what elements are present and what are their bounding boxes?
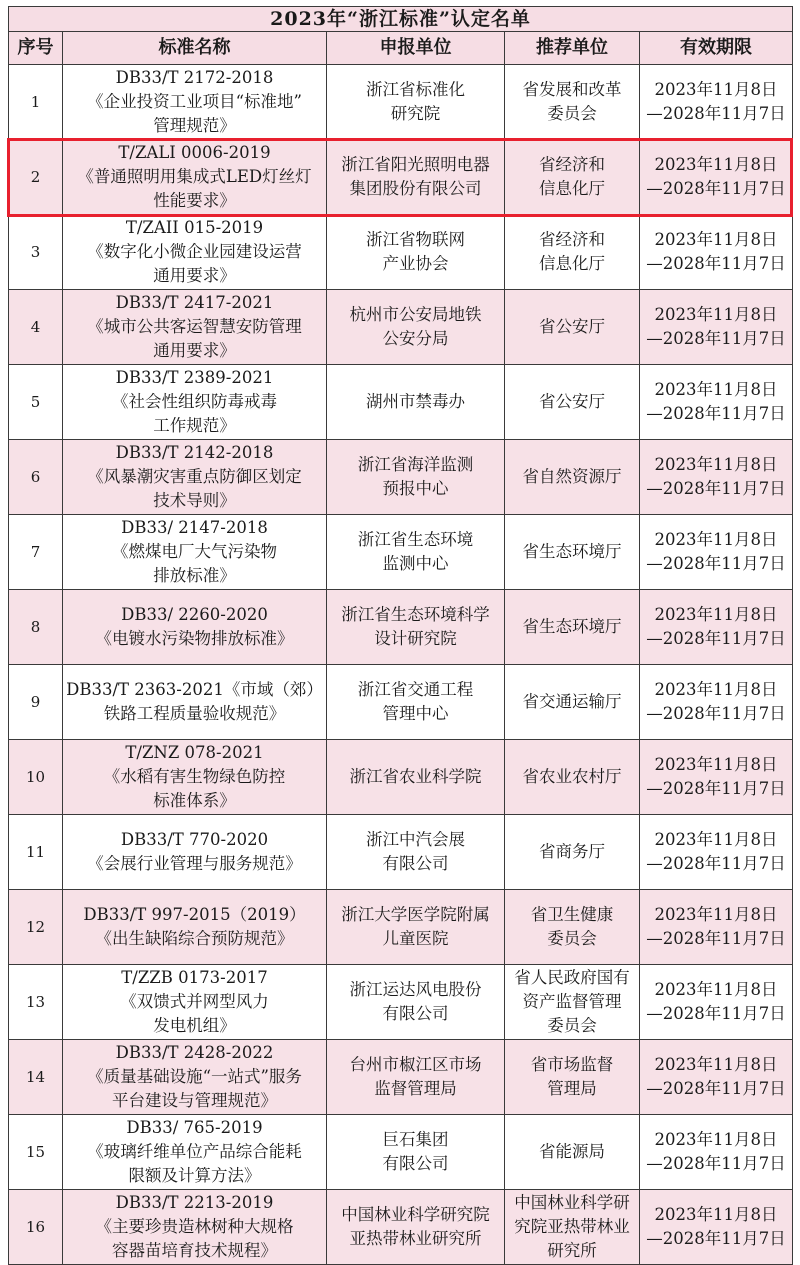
- applicant-unit: [327, 515, 505, 590]
- row-number: 10: [9, 740, 63, 815]
- table-row: [9, 740, 793, 815]
- recommender-unit-line: 管理局: [547, 1079, 597, 1098]
- validity-period-line: —2028年11月7日: [646, 554, 786, 573]
- standard-name: [63, 1040, 327, 1115]
- standard-name-line: 《燃煤电厂大气污染物: [112, 542, 277, 561]
- validity-period-line: —2028年11月7日: [646, 104, 786, 123]
- recommender-unit-line: 省商务厅: [539, 842, 605, 861]
- row-number: 7: [9, 515, 63, 590]
- row-number: 12: [9, 890, 63, 965]
- standard-name: [63, 140, 327, 215]
- validity-period-line: 2023年11月8日: [654, 230, 778, 249]
- standard-name-line: 《社会性组织防毒戒毒: [112, 392, 277, 411]
- recommender-unit-line: 省自然资源厅: [522, 467, 622, 486]
- standard-name-line: DB33/T 2172-2018: [115, 68, 274, 87]
- standard-name-line: 平台建设与管理规范》: [112, 1091, 277, 1110]
- recommender-unit-line: 省公安厅: [539, 317, 605, 336]
- standard-name: [63, 740, 327, 815]
- validity-period-line: —2028年11月7日: [646, 254, 786, 273]
- validity-period-line: —2028年11月7日: [646, 1154, 786, 1173]
- standard-name-line: 标准体系》: [153, 791, 236, 810]
- validity-period-line: 2023年11月8日: [654, 1130, 778, 1149]
- standard-name-line: 《水稻有害生物绿色防控: [103, 767, 286, 786]
- table-row: [9, 515, 793, 590]
- validity-period-line: 2023年11月8日: [654, 455, 778, 474]
- validity-period-line: 2023年11月8日: [654, 1055, 778, 1074]
- applicant-unit: [327, 815, 505, 890]
- table-row: [9, 140, 793, 215]
- recommender-unit-line: 省能源局: [539, 1142, 605, 1161]
- row-number: 1: [9, 65, 63, 140]
- applicant-unit-line: 亚热带林业研究所: [349, 1229, 482, 1248]
- validity-period-line: —2028年11月7日: [646, 1004, 786, 1023]
- standard-name: [63, 65, 327, 140]
- applicant-unit: [327, 1040, 505, 1115]
- standard-name: [63, 515, 327, 590]
- validity-period-line: 2023年11月8日: [654, 155, 778, 174]
- recommender-unit-line: 省生态环境厅: [522, 617, 622, 636]
- validity-period: [640, 965, 793, 1040]
- recommender-unit-line: 资产监督管理: [522, 992, 622, 1011]
- applicant-unit: [327, 965, 505, 1040]
- standard-name-line: DB33/T 2213-2019: [115, 1193, 274, 1212]
- certification-list: [8, 6, 792, 1265]
- standard-name-line: 《城市公共客运智慧安防管理: [87, 317, 302, 336]
- standard-name: [63, 365, 327, 440]
- standard-name-line: 《企业投资工业项目“标准地”: [87, 92, 302, 111]
- recommender-unit: [505, 665, 640, 740]
- recommender-unit: [505, 140, 640, 215]
- applicant-unit-line: 台州市椒江区市场: [349, 1055, 482, 1074]
- recommender-unit: [505, 1190, 640, 1265]
- standard-name-line: 限额及计算方法》: [128, 1166, 261, 1185]
- validity-period: [640, 290, 793, 365]
- standard-name-line: DB33/T 2142-2018: [115, 443, 274, 462]
- recommender-unit-line: 委员会: [547, 104, 597, 123]
- column-header-validity: 有效期限: [640, 32, 793, 65]
- applicant-unit-line: 管理中心: [382, 704, 449, 723]
- validity-period-line: —2028年11月7日: [646, 179, 786, 198]
- standard-name: [63, 815, 327, 890]
- validity-period-line: 2023年11月8日: [654, 1205, 778, 1224]
- applicant-unit-line: 设计研究院: [374, 629, 457, 648]
- row-number: 16: [9, 1190, 63, 1265]
- applicant-unit-line: 预报中心: [382, 479, 449, 498]
- column-header-name: 标准名称: [63, 32, 327, 65]
- validity-period-line: 2023年11月8日: [654, 680, 778, 699]
- row-number: 2: [9, 140, 63, 215]
- validity-period-line: 2023年11月8日: [654, 830, 778, 849]
- applicant-unit: [327, 1190, 505, 1265]
- applicant-unit: [327, 140, 505, 215]
- recommender-unit-line: 省人民政府国有: [514, 968, 630, 987]
- applicant-unit-line: 巨石集团: [382, 1130, 449, 1149]
- standard-name: [63, 665, 327, 740]
- standard-name-line: DB33/T 2389-2021: [115, 368, 274, 387]
- validity-period: [640, 65, 793, 140]
- recommender-unit-line: 省发展和改革: [522, 80, 622, 99]
- applicant-unit-line: 有限公司: [382, 1154, 449, 1173]
- validity-period: [640, 140, 793, 215]
- applicant-unit: [327, 890, 505, 965]
- standard-name-line: 《出生缺陷综合预防规范》: [95, 929, 294, 948]
- standard-name-line: T/ZZB 0173-2017: [121, 968, 268, 987]
- applicant-unit-line: 儿童医院: [382, 929, 449, 948]
- applicant-unit: [327, 440, 505, 515]
- applicant-unit-line: 浙江中汽会展: [366, 830, 465, 849]
- row-number: 6: [9, 440, 63, 515]
- standard-name-line: 通用要求》: [153, 266, 236, 285]
- validity-period: [640, 440, 793, 515]
- recommender-unit-line: 省生态环境厅: [522, 542, 622, 561]
- recommender-unit-line: 研究所: [547, 1241, 597, 1260]
- applicant-unit-line: 浙江运达风电股份: [349, 980, 482, 999]
- table-row: [9, 290, 793, 365]
- standard-name-line: 《玻璃纤维单位产品综合能耗: [87, 1142, 302, 1161]
- applicant-unit: [327, 1115, 505, 1190]
- applicant-unit-line: 杭州市公安局地铁: [349, 305, 482, 324]
- validity-period: [640, 1040, 793, 1115]
- applicant-unit-line: 监测中心: [382, 554, 449, 573]
- validity-period: [640, 815, 793, 890]
- table-row: [9, 365, 793, 440]
- recommender-unit: [505, 65, 640, 140]
- row-number: 8: [9, 590, 63, 665]
- standard-name: [63, 215, 327, 290]
- standard-name-line: 《风暴潮灾害重点防御区划定: [87, 467, 302, 486]
- standard-name-line: 技术导则》: [153, 491, 236, 510]
- applicant-unit-line: 浙江省标准化: [366, 80, 465, 99]
- table-row: [9, 890, 793, 965]
- column-header-recommender: 推荐单位: [505, 32, 640, 65]
- applicant-unit-line: 浙江省交通工程: [357, 680, 474, 699]
- standard-name-line: 排放标准》: [153, 566, 236, 585]
- recommender-unit-line: 省经济和: [539, 155, 605, 174]
- validity-period-line: —2028年11月7日: [646, 404, 786, 423]
- recommender-unit: [505, 740, 640, 815]
- validity-period: [640, 1115, 793, 1190]
- recommender-unit: [505, 290, 640, 365]
- validity-period-line: 2023年11月8日: [654, 980, 778, 999]
- validity-period-line: —2028年11月7日: [646, 329, 786, 348]
- recommender-unit: [505, 590, 640, 665]
- table-row: [9, 65, 793, 140]
- applicant-unit-line: 浙江省农业科学院: [349, 767, 482, 786]
- validity-period-line: —2028年11月7日: [646, 704, 786, 723]
- recommender-unit-line: 委员会: [547, 1016, 597, 1035]
- standard-name: [63, 290, 327, 365]
- standard-name-line: DB33/ 2147-2018: [121, 518, 268, 537]
- validity-period-line: 2023年11月8日: [654, 755, 778, 774]
- row-number: 4: [9, 290, 63, 365]
- recommender-unit-line: 省经济和: [539, 230, 605, 249]
- standard-name-line: DB33/T 2363-2021《市域（郊）: [66, 680, 323, 699]
- recommender-unit: [505, 890, 640, 965]
- validity-period-line: —2028年11月7日: [646, 629, 786, 648]
- applicant-unit-line: 浙江省物联网: [366, 230, 465, 249]
- validity-period-line: 2023年11月8日: [654, 305, 778, 324]
- validity-period: [640, 215, 793, 290]
- standard-name-line: DB33/ 765-2019: [126, 1118, 263, 1137]
- validity-period-line: —2028年11月7日: [646, 929, 786, 948]
- validity-period-line: —2028年11月7日: [646, 1079, 786, 1098]
- recommender-unit: [505, 815, 640, 890]
- validity-period: [640, 665, 793, 740]
- validity-period: [640, 1190, 793, 1265]
- applicant-unit-line: 有限公司: [382, 854, 449, 873]
- standard-name: [63, 890, 327, 965]
- table-row: [9, 965, 793, 1040]
- row-number: 11: [9, 815, 63, 890]
- applicant-unit-line: 中国林业科学研究院: [341, 1205, 490, 1224]
- applicant-unit-line: 研究院: [390, 104, 441, 123]
- standard-name-line: 《主要珍贵造林树种大规格: [95, 1217, 294, 1236]
- standard-name: [63, 1115, 327, 1190]
- validity-period-line: 2023年11月8日: [654, 905, 778, 924]
- applicant-unit: [327, 290, 505, 365]
- validity-period: [640, 590, 793, 665]
- applicant-unit-line: 公安分局: [382, 329, 449, 348]
- applicant-unit: [327, 740, 505, 815]
- recommender-unit-line: 信息化厅: [539, 254, 605, 273]
- applicant-unit-line: 湖州市禁毒办: [366, 392, 465, 411]
- recommender-unit: [505, 515, 640, 590]
- applicant-unit-line: 浙江大学医学院附属: [341, 905, 490, 924]
- standard-name-line: DB33/ 2260-2020: [121, 605, 268, 624]
- table-row: [9, 1040, 793, 1115]
- applicant-unit: [327, 365, 505, 440]
- recommender-unit-line: 省农业农村厅: [522, 767, 622, 786]
- recommender-unit-line: 省市场监督: [530, 1055, 614, 1074]
- standard-name: [63, 1190, 327, 1265]
- standard-name: [63, 440, 327, 515]
- table-row: [9, 590, 793, 665]
- standard-name-line: 《数字化小微企业园建设运营: [87, 242, 302, 261]
- validity-period-line: —2028年11月7日: [646, 479, 786, 498]
- applicant-unit-line: 产业协会: [382, 254, 449, 273]
- row-number: 14: [9, 1040, 63, 1115]
- table-row: [9, 215, 793, 290]
- recommender-unit: [505, 365, 640, 440]
- standard-name-line: 容器苗培育技术规程》: [112, 1241, 277, 1260]
- recommender-unit-line: 省交通运输厅: [522, 692, 622, 711]
- recommender-unit: [505, 440, 640, 515]
- column-header-no: 序号: [9, 32, 63, 65]
- validity-period: [640, 365, 793, 440]
- standard-name-line: 发电机组》: [153, 1016, 236, 1035]
- standard-name-line: DB33/T 2417-2021: [115, 293, 274, 312]
- validity-period-line: —2028年11月7日: [646, 854, 786, 873]
- standard-name-line: DB33/T 770-2020: [120, 830, 269, 849]
- validity-period-line: 2023年11月8日: [654, 80, 778, 99]
- table-row: [9, 665, 793, 740]
- recommender-unit-line: 究院亚热带林业: [514, 1217, 630, 1236]
- standard-name-line: 《质量基础设施“一站式”服务: [87, 1067, 302, 1086]
- table-row: [9, 815, 793, 890]
- column-header-applicant: 申报单位: [327, 32, 505, 65]
- validity-period-line: —2028年11月7日: [646, 1229, 786, 1248]
- recommender-unit: [505, 215, 640, 290]
- applicant-unit-line: 浙江省生态环境科学: [341, 605, 490, 624]
- recommender-unit-line: 省公安厅: [539, 392, 605, 411]
- applicant-unit: [327, 590, 505, 665]
- standard-name-line: 《双馈式并网型风力: [120, 992, 269, 1011]
- validity-period-line: 2023年11月8日: [654, 530, 778, 549]
- validity-period-line: 2023年11月8日: [654, 605, 778, 624]
- standard-name-line: T/ZNZ 078-2021: [125, 743, 264, 762]
- validity-period: [640, 515, 793, 590]
- validity-period: [640, 890, 793, 965]
- applicant-unit: [327, 65, 505, 140]
- recommender-unit: [505, 1040, 640, 1115]
- standard-name-line: 工作规范》: [153, 416, 236, 435]
- recommender-unit-line: 委员会: [547, 929, 597, 948]
- recommender-unit-line: 信息化厅: [539, 179, 605, 198]
- applicant-unit: [327, 215, 505, 290]
- standard-name-line: 《会展行业管理与服务规范》: [87, 854, 302, 873]
- applicant-unit-line: 浙江省阳光照明电器: [341, 155, 490, 174]
- document-title: 2023年“浙江标准”认定名单: [9, 7, 793, 32]
- applicant-unit-line: 浙江省生态环境: [357, 530, 474, 549]
- row-number: 5: [9, 365, 63, 440]
- row-number: 3: [9, 215, 63, 290]
- standard-name-line: T/ZALI 0006-2019: [118, 143, 271, 162]
- table-body: [9, 65, 793, 1265]
- standard-name-line: 《普通照明用集成式LED灯丝灯: [77, 167, 312, 186]
- table-row: [9, 440, 793, 515]
- table-row: [9, 1115, 793, 1190]
- applicant-unit: [327, 665, 505, 740]
- applicant-unit-line: 浙江省海洋监测: [357, 455, 474, 474]
- validity-period-line: 2023年11月8日: [654, 380, 778, 399]
- validity-period: [640, 740, 793, 815]
- applicant-unit-line: 集团股份有限公司: [349, 179, 482, 198]
- row-number: 15: [9, 1115, 63, 1190]
- table-row: [9, 1190, 793, 1265]
- standard-name-line: T/ZAII 015-2019: [125, 218, 264, 237]
- row-number: 13: [9, 965, 63, 1040]
- applicant-unit-line: 有限公司: [382, 1004, 449, 1023]
- validity-period-line: —2028年11月7日: [646, 779, 786, 798]
- standard-name-line: 通用要求》: [153, 341, 236, 360]
- recommender-unit: [505, 1115, 640, 1190]
- recommender-unit-line: 省卫生健康: [530, 905, 614, 924]
- standard-name-line: 管理规范》: [153, 116, 236, 135]
- standard-name-line: 性能要求》: [153, 191, 236, 210]
- standards-table: [8, 6, 793, 1265]
- applicant-unit-line: 监督管理局: [374, 1079, 457, 1098]
- standard-name-line: DB33/T 2428-2022: [115, 1043, 274, 1062]
- standard-name-line: DB33/T 997-2015（2019）: [83, 905, 306, 924]
- standard-name-line: 《电镀水污染物排放标准》: [95, 629, 294, 648]
- recommender-unit-line: 中国林业科学研: [514, 1193, 630, 1212]
- standard-name-line: 铁路工程质量验收规范》: [103, 704, 286, 723]
- row-number: 9: [9, 665, 63, 740]
- standard-name: [63, 590, 327, 665]
- standard-name: [63, 965, 327, 1040]
- recommender-unit: [505, 965, 640, 1040]
